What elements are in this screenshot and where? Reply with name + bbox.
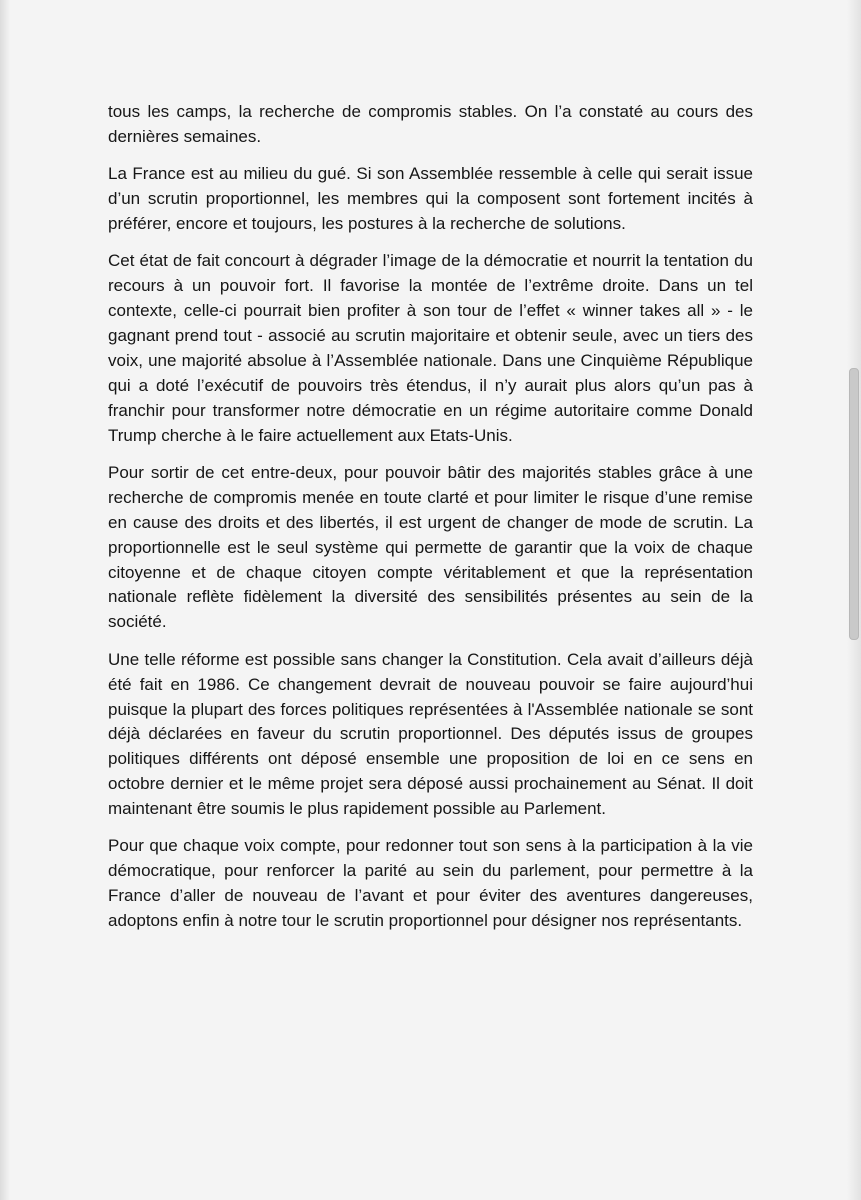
paragraph-5: Une telle réforme est possible sans changer la Constitution. Cela avait d’ailleurs déjà été fait en 1986. Ce changement devrait de nouveau pouvoir se faire aujourd’hui puisque la plupart des forces politiques représentées à l'Assemblée nationale se sont déjà déclarées en faveur du scrutin proportionnel. Des députés issus de groupes politiques différents ont déposé ensemble une proposition de loi en ce sens en octobre dernier et le même projet sera déposé aussi prochainement au Sénat. Il doit maintenant être soumis le plus rapidement possible au Parlement. — [108, 649, 753, 819]
paragraph-2: La France est au milieu du gué. Si son Assemblée ressemble à celle qui serait issue d’un scrutin proportionnel, les membres qui la composent sont fortement incités à préférer, encore et toujours, les postures à la recherche de solutions. — [108, 164, 753, 234]
paragraph-6: Pour que chaque voix compte, pour redonner tout son sens à la participation à la vie démocratique, pour renforcer la parité au sein du parlement, pour permettre à la France d’aller de nouveau de l’avant et pour éviter des aventures dangereuses, adoptons enfin à notre tour le scrutin proportionnel pour désigner nos représentants. — [108, 836, 753, 931]
document-body — [108, 100, 753, 946]
paragraph-4: Pour sortir de cet entre-deux, pour pouvoir bâtir des majorités stables grâce à une recherche de compromis menée en toute clarté et pour limiter le risque d’une remise en cause des droits et des libertés, il est urgent de changer de mode de scrutin. La proportionnelle est le seul système qui permette de garantir que la voix de chaque citoyenne et de chaque citoyen compte véritablement et que la représentation nationale reflète fidèlement la diversité des sensibilités présentes au sein de la société. — [108, 462, 753, 632]
scrollbar-track[interactable] — [847, 0, 861, 1200]
paragraph-1: tous les camps, la recherche de compromis stables. On l’a constaté au cours des dernières semaines. — [108, 102, 753, 146]
page-edge-left — [0, 0, 10, 1200]
scrollbar-thumb[interactable] — [849, 368, 859, 640]
paragraph-3: Cet état de fait concourt à dégrader l’image de la démocratie et nourrit la tentation du recours à un pouvoir fort. Il favorise la montée de l’extrême droite. Dans un tel contexte, celle-ci pourrait bien profiter à son tour de l’effet « winner takes all » - le gagnant prend tout - associé au scrutin majoritaire et obtenir seule, avec un tiers des voix, une majorité absolue à l’Assemblée nationale. Dans une Cinquième République qui a doté l’exécutif de pouvoirs très étendus, il n’y aurait plus alors qu’un pas à franchir pour transformer notre démocratie en un régime autoritaire comme Donald Trump cherche à le faire actuellement aux Etats-Unis. — [108, 251, 753, 445]
